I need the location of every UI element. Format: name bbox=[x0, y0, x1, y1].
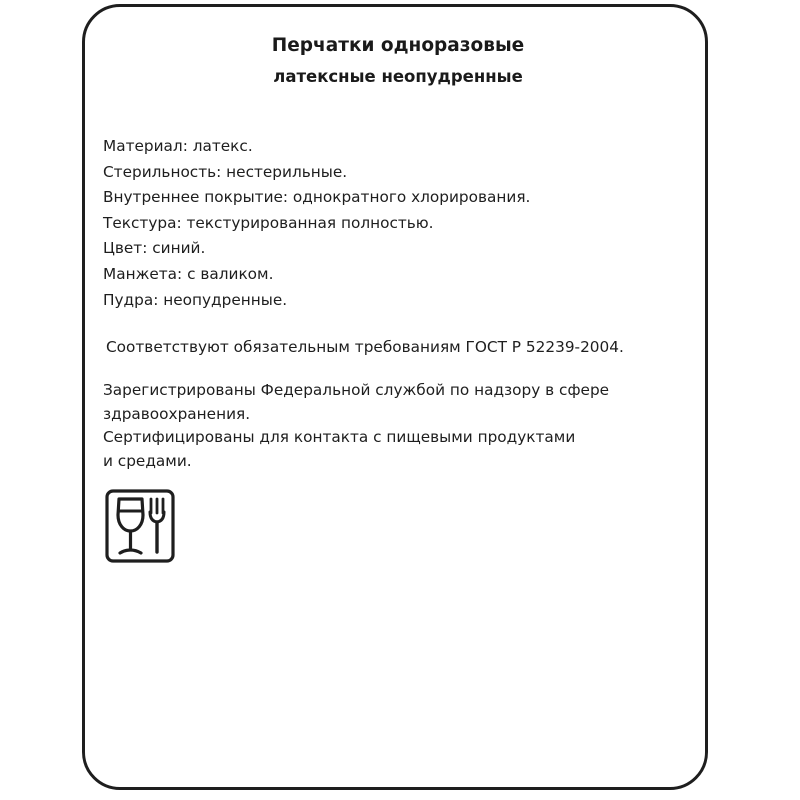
spec-cuff: Манжета: с валиком. bbox=[103, 264, 274, 283]
spec-texture: Текстура: текстурированная полностью. bbox=[103, 213, 434, 232]
spec-powder: Пудра: неопудренные. bbox=[103, 290, 288, 309]
registration-line: Зарегистрированы Федеральной службой по надзору в сфере bbox=[103, 381, 610, 399]
spec-inner-coating: Внутреннее покрытие: однократного хлорирования. bbox=[103, 188, 531, 207]
product-subtitle: латексные неопудренные bbox=[273, 67, 523, 86]
glass-fork-icon bbox=[105, 489, 175, 563]
specs-list bbox=[103, 134, 530, 313]
registration-line: здравоохранения. bbox=[103, 404, 251, 423]
product-title: Перчатки одноразовые bbox=[271, 35, 525, 56]
spec-color: Цвет: синий. bbox=[103, 239, 206, 258]
registration-text bbox=[103, 379, 663, 473]
registration-line: Сертифицированы для контакта с пищевыми продуктами bbox=[103, 428, 576, 446]
compliance-statement: Соответствуют обязательным требованиям ГОСТ Р 52239-2004. bbox=[106, 338, 624, 356]
product-info-card bbox=[82, 4, 708, 790]
spec-material: Материал: латекс. bbox=[103, 137, 253, 155]
spec-sterility: Стерильность: нестерильные. bbox=[103, 162, 348, 181]
registration-line: и средами. bbox=[103, 451, 192, 470]
